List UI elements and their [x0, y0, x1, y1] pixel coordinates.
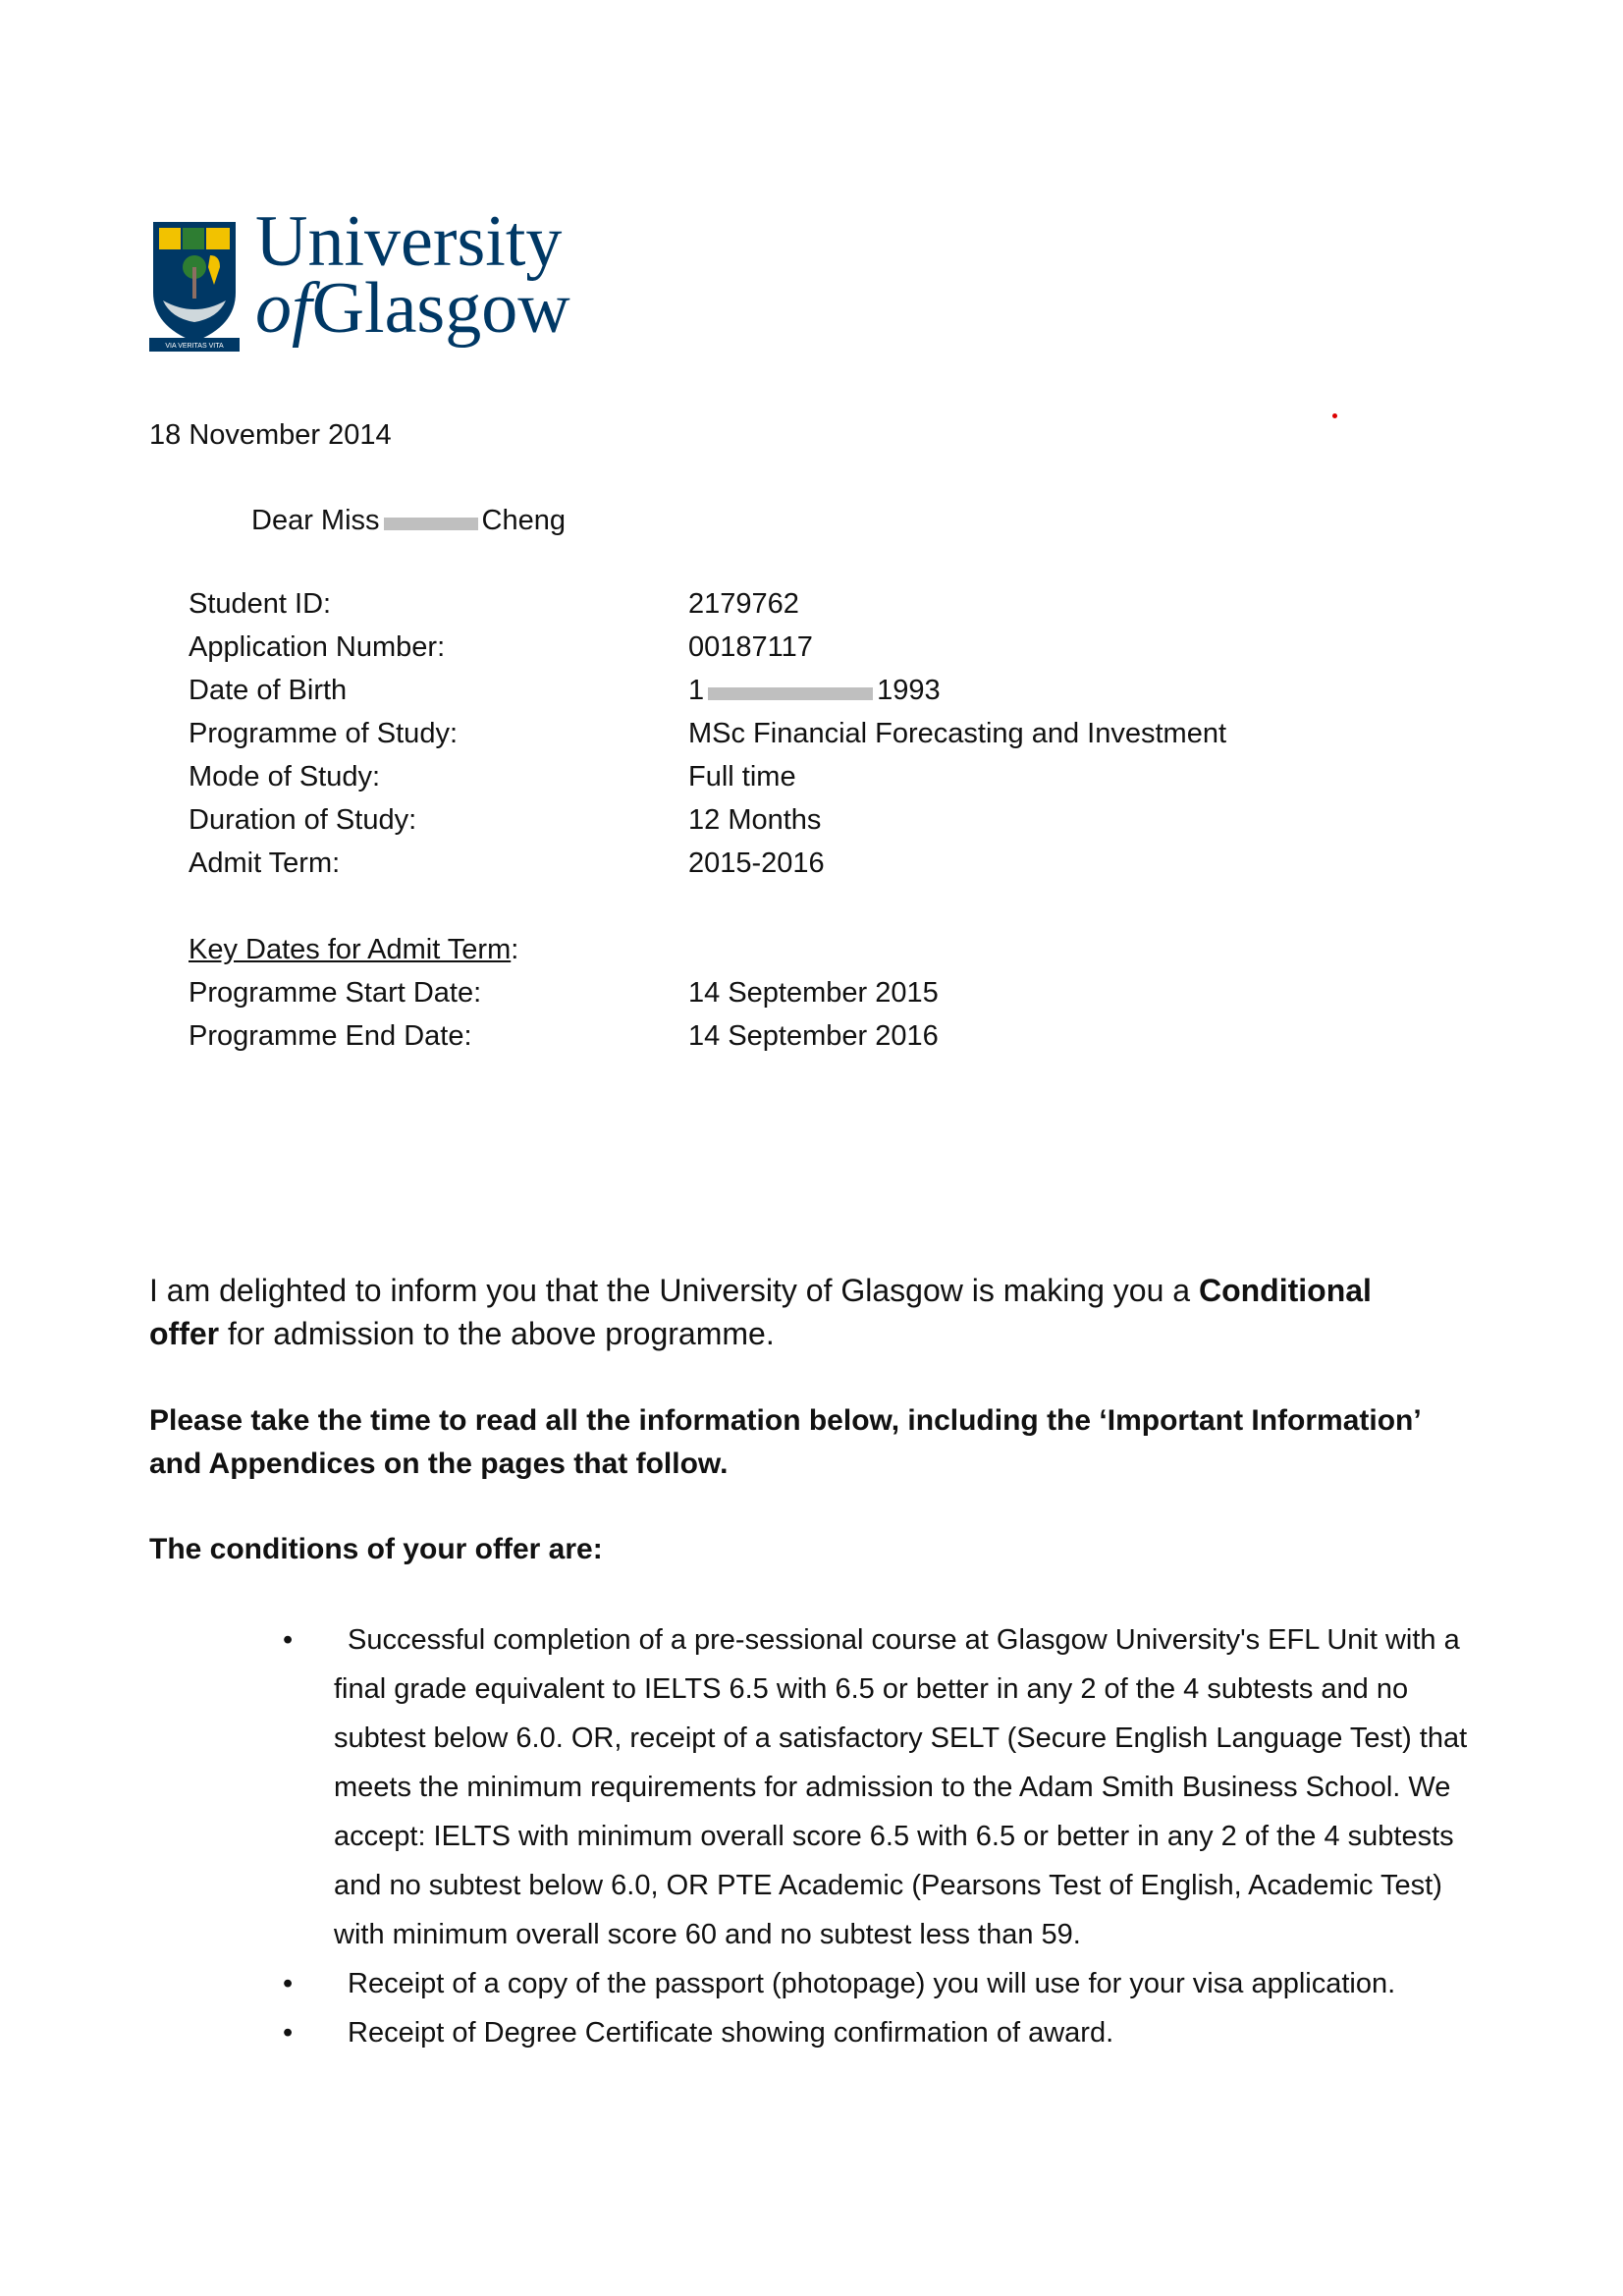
crest-motto: VIA VERITAS VITA: [165, 343, 224, 350]
wordmark-line2: ofGlasgow: [255, 268, 570, 349]
condition-item: • Successful completion of a pre-sessional course at Glasgow University's EFL Unit with a final grade equivalent to IELTS 6.5 with 6.5 or better in any 2 of the 4 subtests and no subtest below 6.0. OR, receipt of a satisfactory SELT (Secure English Language Test) that meets the minimum requirements for admission to the Adam Smith Business School. We accept: IELTS with minimum overall score 6.5 with 6.5 or better in any 2 of the 4 subtests and no subtest below 6.0, OR PTE Academic (Pearsons Test of English, Academic Test) with minimum overall score 60 and no subtest less than 59.: [149, 1615, 1485, 1959]
conditions-list: [149, 1615, 1485, 2057]
read-notice-paragraph: Please take the time to read all the information below, including the ‘Important Information’ and Appendices on the pages that follow.: [149, 1404, 1421, 1480]
offer-letter-page: VIA VERITAS VITA University ofGlasgow 18 November 2014 Dear Miss Cheng Student ID: 2179762 Application Number: 00187117 Date of Birth 1 1993 Programme of Study: MSc Financial Forecasting and Investment Mode of Study: Full time Duration of Study: 12 Months Admit Term: 2015-2016 Key Dates for Admit Term: Programme Start Date: 14 September 2015 Programme End Date: 14 September 2016 I am delighted to inform you that the University of Glasgow is making you a Conditional offer for admission to the above programme. Please take the time to read all the information below, including the ‘Important Information’ and Appendices on the pages that follow. The conditions of your offer are: • Successful completion of a pre-sessional course at Glasgow University's EFL Unit with a final grade equivalent to IELTS 6.5 with 6.5 or better in any 2 of the 4 subtests and no subtest below 6.0. OR, receipt of a satisfactory SELT (Secure English Language Test) that meets the minimum requirements for admission to the Adam Smith Business School. We accept: IELTS with minimum overall score 6.5 with 6.5 or better in any 2 of the 4 subtests and no subtest below 6.0, OR PTE Academic (Pearsons Test of English, Academic Test) with minimum overall score 60 and no subtest less than 59. • Receipt of a copy of the passport (photopage) you will use for your visa application. • Receipt of Degree Certificate showing confirmation of award.: [0, 0, 1623, 2296]
university-wordmark: [255, 201, 570, 349]
wordmark-line1: University: [255, 201, 563, 282]
bullet-icon: •: [283, 1968, 294, 1999]
bullet-icon: •: [283, 1624, 294, 1656]
condition-item: • Receipt of Degree Certificate showing confirmation of award.: [149, 2008, 1485, 2057]
university-crest-icon: [149, 216, 240, 354]
bullet-icon: •: [283, 2017, 294, 2049]
redacted-first-name: [384, 518, 478, 530]
conditions-heading: The conditions of your offer are:: [149, 1533, 603, 1565]
offer-intro-paragraph: I am delighted to inform you that the University of Glasgow is making you a Conditional offer for admission to the above programme.: [149, 1273, 1372, 1351]
redacted-birth-date: [708, 687, 873, 700]
salutation: Dear Miss Cheng: [251, 505, 566, 536]
condition-item: • Receipt of a copy of the passport (photopage) you will use for your visa application.: [149, 1959, 1485, 2008]
university-logo: [149, 201, 591, 355]
letter-date: 18 November 2014: [149, 419, 392, 451]
red-mark: [1332, 413, 1337, 418]
